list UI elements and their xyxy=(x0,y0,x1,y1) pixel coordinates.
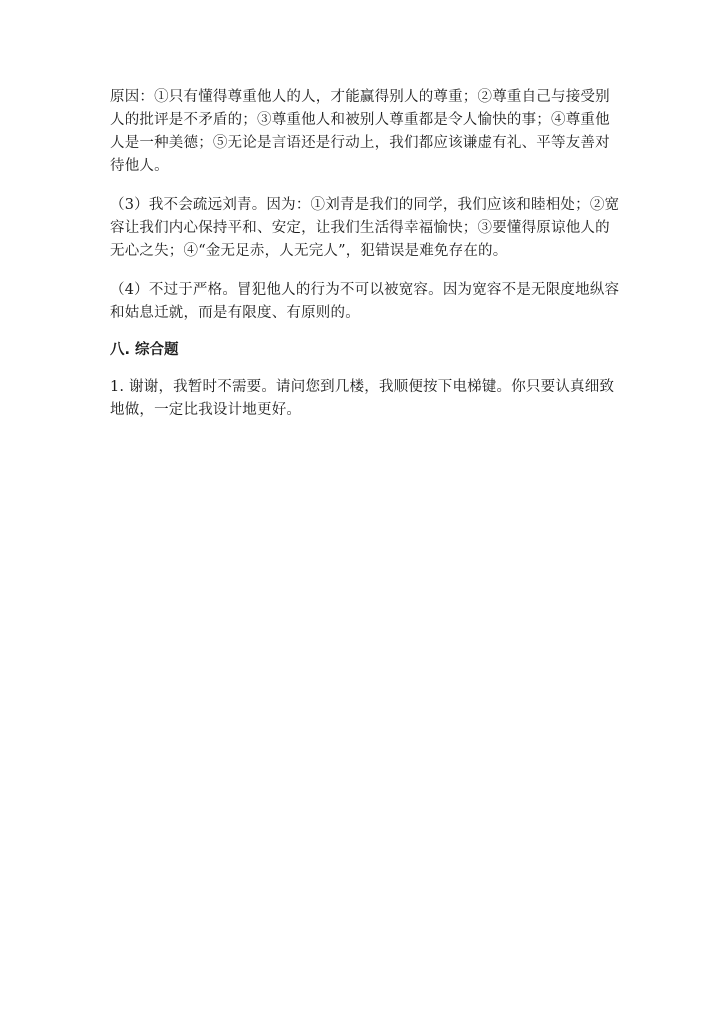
answer-4-paragraph: （4）不过于严格。冒犯他人的行为不可以被宽容。因为宽容不是无限度地纵容 和姑息迁就，而是有限度、有原则的。 xyxy=(110,282,620,321)
document-page xyxy=(110,86,630,422)
section-heading: 八. 综合题 xyxy=(110,342,179,358)
answer-reason-paragraph: 原因：①只有懂得尊重他人的人，才能赢得别人的尊重；②尊重自己与接受别 人的批评是不矛盾的；③尊重他人和被别人尊重都是令人愉快的事；④尊重他 人是一种美德；⑤无论是言语还是行动上，我们都应该谦虚有礼、平等友善对 待他人。 xyxy=(110,89,610,174)
comprehensive-answer-1: 1. 谢谢，我暂时不需要。请问您到几楼，我顺便按下电梯键。你只要认真细致 地做，一定比我设计地更好。 xyxy=(110,379,615,418)
answer-3-paragraph: （3）我不会疏远刘青。因为：①刘青是我们的同学，我们应该和睦相处；②宽 容让我们内心保持平和、安定，让我们生活得幸福愉快；③要懂得原谅他人的 无心之失；④“金无足赤，人无完人”，犯错误是难免存在的。 xyxy=(110,197,620,259)
